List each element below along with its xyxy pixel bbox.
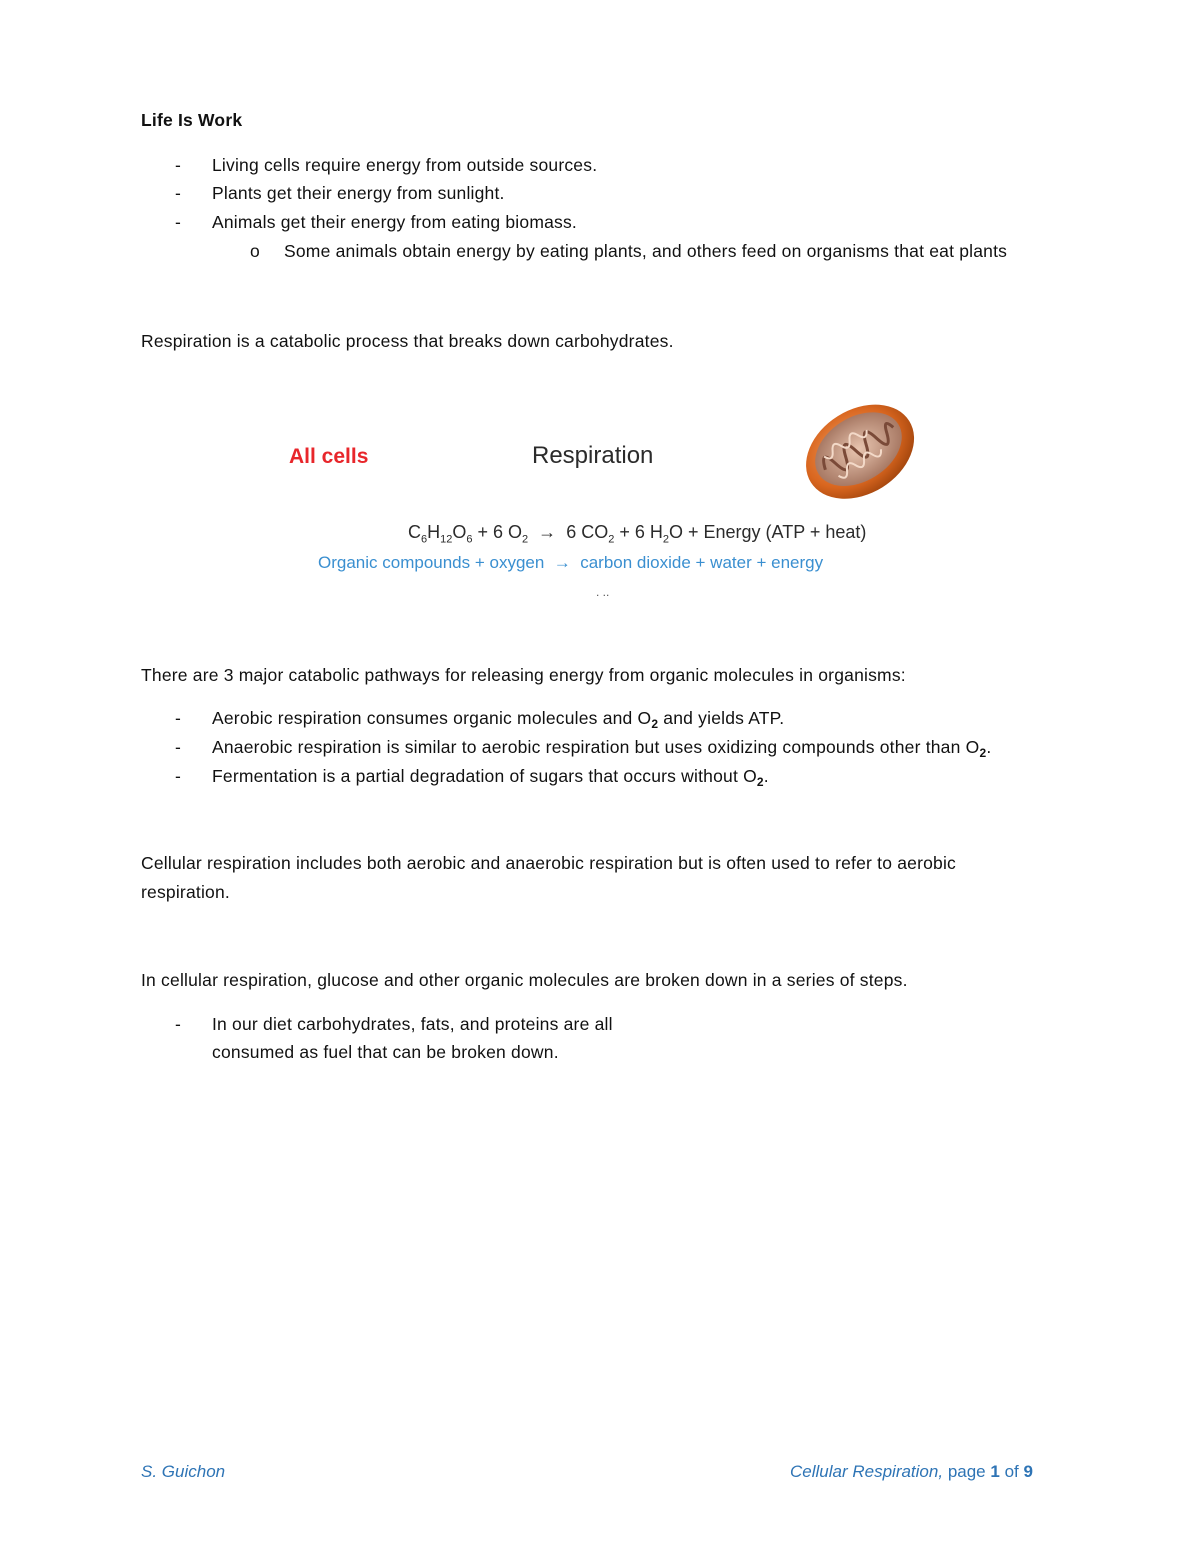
all-cells-label: All cells: [289, 445, 369, 468]
eq-energy: O + Energy (ATP + heat): [668, 522, 867, 542]
respiration-figure: [270, 385, 950, 615]
pathways-intro: There are 3 major catabolic pathways for releasing energy from organic molecules in organisms:: [141, 665, 906, 685]
eq-h: H: [427, 522, 441, 542]
cellular-line-1: Cellular respiration includes both aerobic and anaerobic respiration but is often used to refer to aerobic: [141, 853, 956, 873]
sub-bullet-text: Some animals obtain energy by eating plants, and others feed on organisms that eat plants: [284, 241, 1008, 261]
eq-co2-sub: 2: [608, 533, 615, 546]
footer-author: S. Guichon: [141, 1462, 226, 1481]
bullet-dash: -: [175, 766, 181, 786]
bullet-dash: -: [175, 212, 181, 232]
pathway-after: and yields ATP.: [658, 708, 785, 728]
word-equation: Organic compounds + oxygen → carbon dioxide + water + energy: [318, 553, 824, 572]
eq-h2o-sub: 2: [662, 533, 669, 546]
eq-o-sub: 6: [466, 533, 473, 546]
sub-bullet-marker: o: [250, 241, 260, 261]
chemical-equation: [408, 522, 866, 546]
footer-page-info: [790, 1461, 1033, 1483]
bullet-text: Living cells require energy from outside sources.: [212, 155, 598, 175]
pathway-after: .: [986, 737, 992, 757]
eq-o2: + 6 O: [472, 522, 523, 542]
eq-o2-sub: 2: [522, 533, 529, 546]
footer-total-pages: 9: [1023, 1462, 1033, 1481]
footer-doc-title: Cellular Respiration,: [790, 1462, 944, 1481]
bullet-text: Plants get their energy from sunlight.: [212, 183, 505, 203]
eq-h-sub: 12: [440, 533, 453, 546]
bullet-dash: -: [175, 708, 181, 728]
footer-page-word: page: [947, 1462, 986, 1481]
pathway-text: Anaerobic respiration is similar to aerobic respiration but uses oxidizing compounds other than O: [212, 737, 980, 757]
respiration-intro: Respiration is a catabolic process that breaks down carbohydrates.: [141, 331, 674, 351]
pathway-item: [212, 765, 769, 793]
bullet-dash: -: [175, 183, 181, 203]
section-heading: Life Is Work: [141, 110, 243, 130]
cellular-line-2: respiration.: [141, 882, 230, 902]
bullet-text: Animals get their energy from eating biomass.: [212, 212, 577, 232]
eq-co2: 6 CO: [566, 522, 609, 542]
pathway-sub: 2: [979, 746, 987, 760]
eq-c: C: [408, 522, 421, 542]
eq-h2o: + 6 H: [614, 522, 663, 542]
mitochondrion-icon: [798, 389, 920, 511]
steps-intro: In cellular respiration, glucose and other organic molecules are broken down in a series of steps.: [141, 970, 908, 990]
pathway-item: [212, 707, 784, 735]
eq-o: O: [452, 522, 467, 542]
pathway-text: Aerobic respiration consumes organic molecules and O: [212, 708, 652, 728]
eq-c-sub: 6: [421, 533, 428, 546]
steps-bullet-line-1: In our diet carbohydrates, fats, and proteins are all: [212, 1014, 613, 1034]
figure-dots: . ..: [596, 585, 610, 599]
pathway-item: [212, 736, 991, 764]
pathway-sub: 2: [756, 775, 764, 789]
steps-bullet-line-2: consumed as fuel that can be broken down.: [212, 1042, 559, 1062]
footer-page-num: 1: [990, 1462, 1000, 1481]
footer-of-word: of: [1004, 1462, 1019, 1481]
bullet-dash: -: [175, 155, 181, 175]
figure-title: Respiration: [532, 442, 654, 469]
bullet-dash: -: [175, 1014, 181, 1034]
pathway-after: .: [763, 766, 769, 786]
pathway-text: Fermentation is a partial degradation of sugars that occurs without O: [212, 766, 757, 786]
eq-arrow: →: [528, 522, 567, 542]
bullet-dash: -: [175, 737, 181, 757]
pathway-sub: 2: [651, 717, 659, 731]
